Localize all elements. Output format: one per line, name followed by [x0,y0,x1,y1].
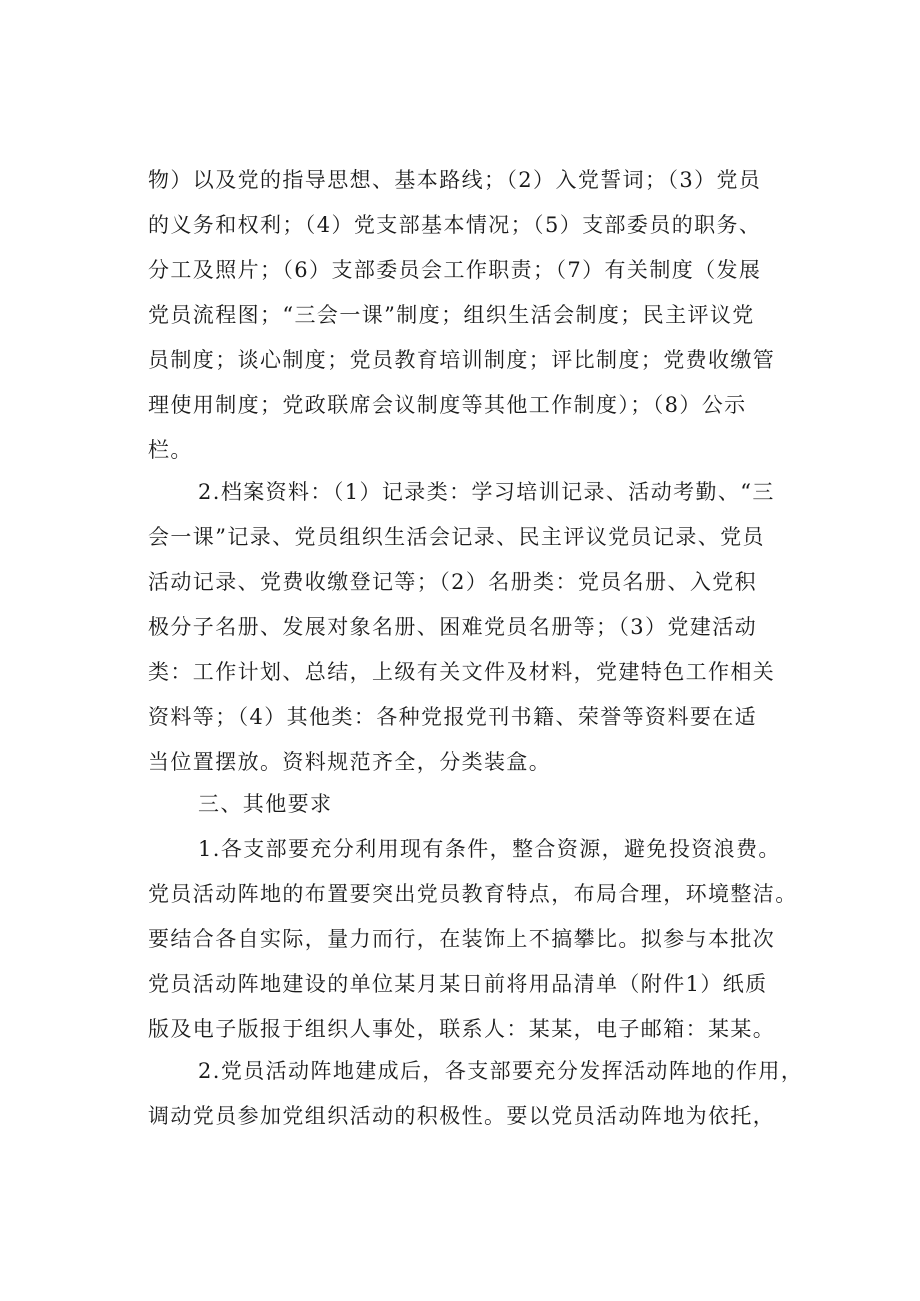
text-line: 极分子名册、发展对象名册、困难党员名册等；（3）党建活动 [148,615,758,639]
text-line: 党员活动阵地建设的单位某月某日前将用品清单（附件1）纸质 [148,972,768,996]
text-line: 调动党员参加党组织活动的积极性。要以党员活动阵地为依托， [148,1104,776,1128]
text-line: 党员活动阵地的布置要突出党员教育特点，布局合理，环境整洁。 [148,882,798,906]
text-line: 活动记录、党费收缴登记等；（2）名册类：党员名册、入党积 [148,570,758,594]
text-line: 当位置摆放。资料规范齐全，分类装盒。 [148,750,552,774]
text-line: 物）以及党的指导思想、基本路线；（2）入党誓词；（3）党员 [148,168,762,192]
text-line: 党员流程图；“三会一课”制度；组织生活会制度；民主评议党 [148,303,755,327]
text-line: 的义务和权利；（4）党支部基本情况；（5）支部委员的职务、 [148,213,762,237]
paragraph-requirement-1: 1.各支部要充分利用现有条件，整合资源，避免投资浪费。 [198,837,781,861]
text-line: 分工及照片；（6）支部委员会工作职责；（7）有关制度（发展 [148,258,762,282]
text-line: 类：工作计划、总结，上级有关文件及材料，党建特色工作相关 [148,660,776,684]
text-line: 栏。 [148,438,193,462]
text-line: 资料等；（4）其他类：各种党报党刊书籍、荣誉等资料要在适 [148,705,758,729]
text-line: 要结合各自实际，量力而行，在装饰上不搞攀比。拟参与本批次 [148,927,776,951]
section-heading: 三、其他要求 [198,792,333,816]
text-line: 理使用制度；党政联席会议制度等其他工作制度）；（8）公示 [148,393,747,417]
text-line: 会一课”记录、党员组织生活会记录、民主评议党员记录、党员 [148,525,765,549]
paragraph-archive-materials: 2.档案资料：（1）记录类：学习培训记录、活动考勤、“三 [198,480,775,504]
text-line: 员制度；谈心制度；党员教育培训制度；评比制度；党费收缴管 [148,348,776,372]
text-line: 版及电子版报于组织人事处，联系人：某某，电子邮箱：某某。 [148,1017,776,1041]
paragraph-requirement-2: 2.党员活动阵地建成后，各支部要充分发挥活动阵地的作用， [198,1059,804,1083]
